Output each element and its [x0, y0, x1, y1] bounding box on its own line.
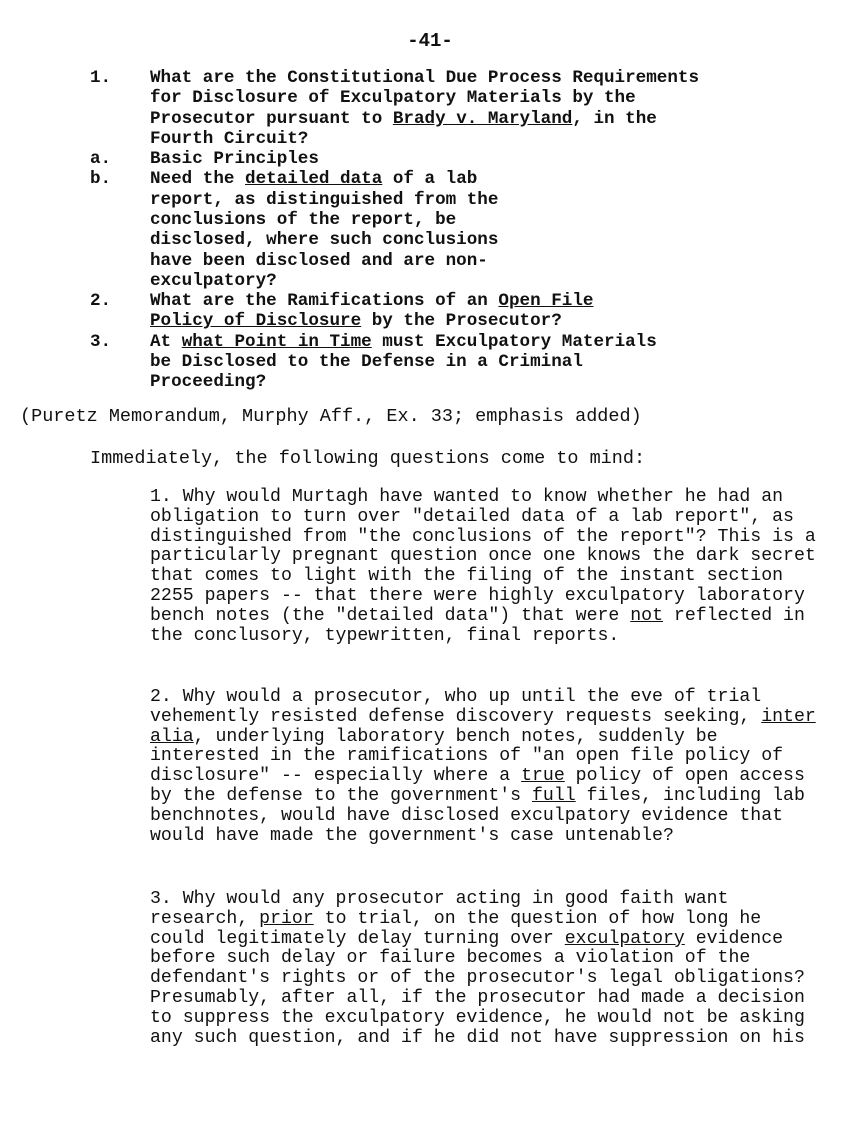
emphasis: not: [630, 605, 663, 626]
paragraph-text: evidence before such delay or failure becomes a violation of the defendant's rights or of the prosecutor's legal obligations? Presumably, after all, if the prosecutor had made a decision to suppress the exculpatory evidence, he would not be asking any such question, and if he did not have suppression on his: [150, 928, 805, 1048]
outline-item-1b: [90, 169, 550, 291]
outline-item-1: [90, 68, 730, 149]
paragraph-text: 2. Why would a prosecutor, who up until the eve of trial vehemently resisted defense discovery requests seeking,: [150, 687, 762, 727]
paragraph-text: 1. Why would Murtagh have wanted to know whether he had an obligation to turn over "detailed data of a lab report", as distinguished from "the conclusions of the report"? This is a particularly pregnant question once one knows the dark secret that comes to light with the filing of the instant section 2255 papers -- that there were highly exculpatory laboratory bench notes (the "detailed data") that were: [150, 487, 816, 626]
outline-item-1a: [90, 149, 730, 169]
outline-list-continued: [90, 291, 730, 392]
emphasis: exculpatory: [564, 928, 685, 949]
outline-text: of a lab report, as distinguished from the conclusions of the report, be disclosed, where such conclusions have been disclosed and are non-exculpatory?: [150, 169, 499, 291]
emphasis: inter alia: [150, 706, 816, 747]
outline-number: 1.: [90, 68, 112, 88]
outline-text: What are the Ramifications of an: [150, 291, 499, 311]
emphasis: what Point in Time: [181, 331, 372, 352]
paragraph-text: 3. Why would any prosecutor acting in good faith want research,: [150, 889, 729, 929]
paragraph-text: , underlying laboratory bench notes, suddenly be interested in the ramifications of "an open file policy of disclosure" -- especially where a: [150, 726, 784, 787]
outline-text: Need the: [150, 169, 246, 190]
case-name: Brady v. Maryland: [392, 108, 573, 129]
outline-number: 2.: [90, 291, 112, 311]
outline-text: Basic Principles: [150, 149, 319, 170]
outline-text: , in the Fourth Circuit?: [150, 108, 657, 149]
outline-text: What are the Constitutional Due Process Requirements for Disclosure of Exculpatory Materials by the Prosecutor pursuant to: [150, 68, 700, 129]
question-2: [150, 688, 820, 846]
emphasis: Open File Policy of Disclosure: [150, 291, 594, 332]
outline-text: by the Prosecutor?: [361, 311, 562, 332]
emphasis: prior: [259, 908, 314, 929]
question-3: [150, 890, 820, 1048]
outline-item-2: [90, 291, 660, 332]
paragraph-text: files, including lab benchnotes, would have disclosed exculpatory evidence that would have made the government's case untenable?: [150, 785, 805, 846]
intro-paragraph: Immediately, the following questions come to mind:: [90, 448, 646, 469]
paragraph-text: policy of open access by the defense to the government's: [150, 766, 805, 806]
outline-text: must Exculpatory Materials be Disclosed to the Defense in a Criminal Proceeding?: [150, 331, 657, 393]
question-1: [150, 488, 820, 646]
paragraph-text: reflected in the conclusory, typewritten, final reports.: [150, 605, 805, 646]
outline-item-3: [90, 332, 660, 393]
emphasis: true: [521, 766, 565, 787]
outline-list: [90, 68, 730, 291]
citation: (Puretz Memorandum, Murphy Aff., Ex. 33; emphasis added): [20, 406, 642, 427]
outline-letter: a.: [90, 149, 112, 170]
outline-text: At: [150, 331, 182, 352]
paragraph-text: to trial, on the question of how long he could legitimately delay turning over: [150, 908, 762, 949]
page-number: -41-: [407, 30, 453, 52]
outline-number: 3.: [90, 331, 112, 352]
emphasis: detailed data: [245, 169, 383, 190]
emphasis: full: [532, 785, 576, 806]
outline-letter: b.: [90, 169, 112, 190]
